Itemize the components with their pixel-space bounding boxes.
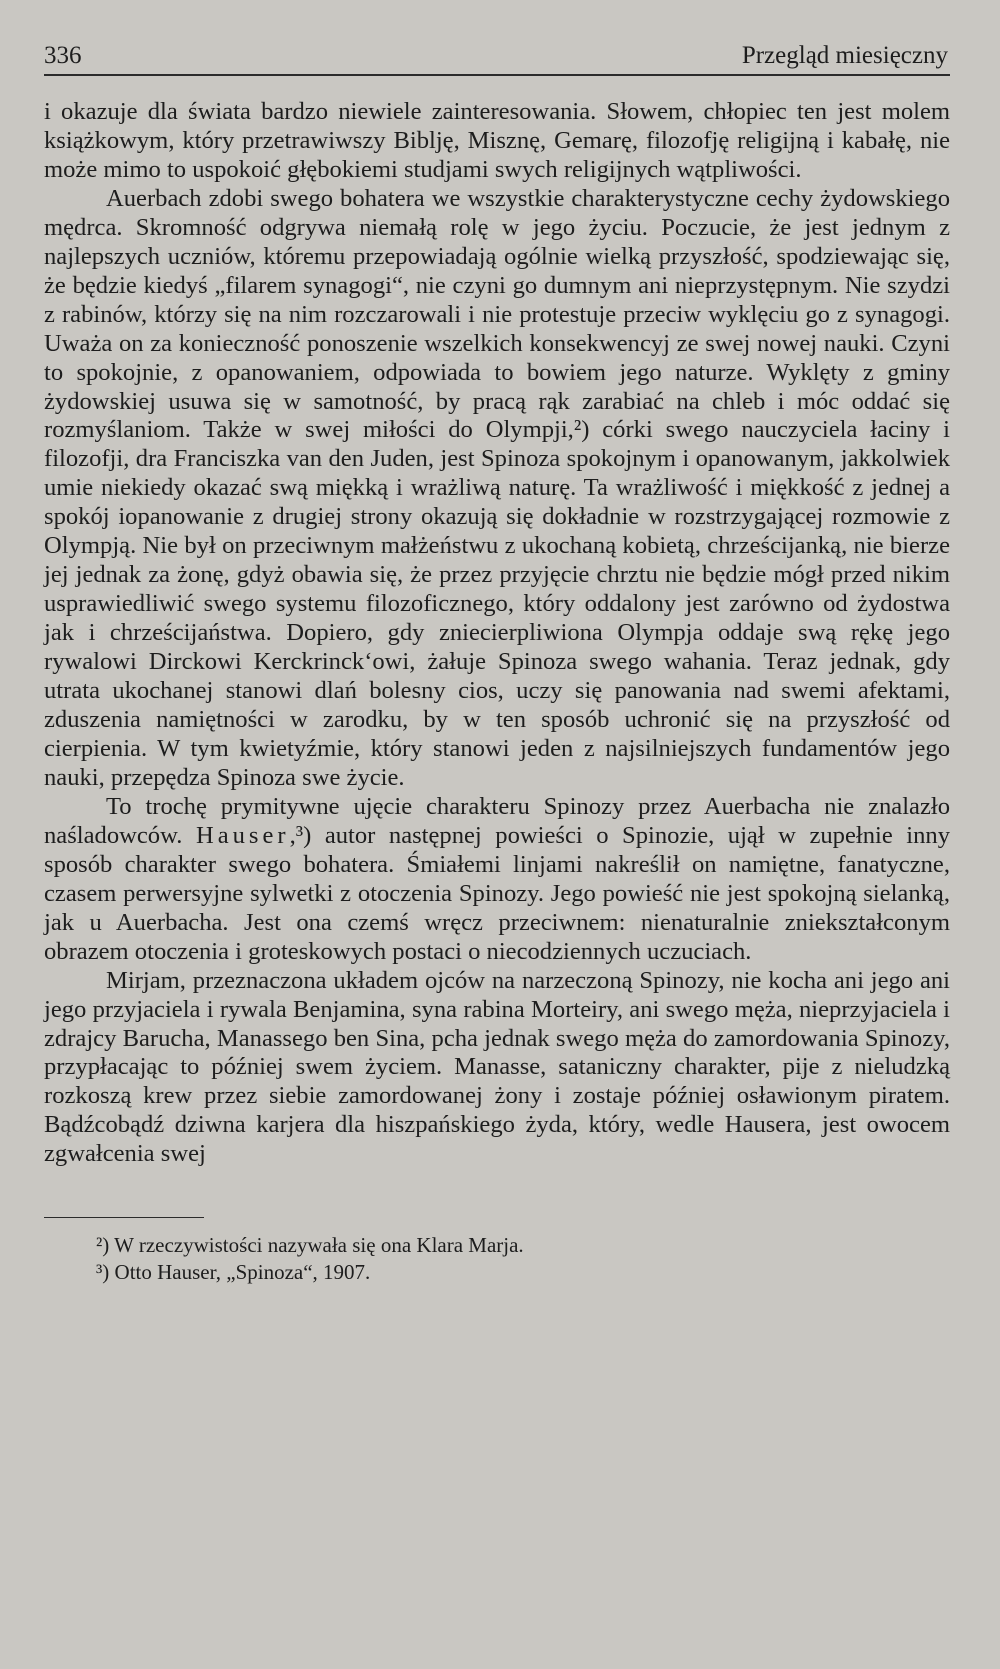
page-header bbox=[44, 42, 950, 76]
author-name-hauser: Hauser bbox=[195, 821, 290, 849]
paragraph-1: i okazuje dla świata bardzo niewiele zainteresowania. Słowem, chłopiec ten jest molem książkowym, który przetrawiwszy Biblję, Misznę, Gemarę, filozofję religijną i kabałę, nie może mimo to uspokoić głębokiemi studjami swych religijnych wątpliwości. bbox=[44, 98, 950, 183]
footnote-text: W rzeczywistości nazywała się ona Klara Marja. bbox=[114, 1233, 524, 1258]
footnote-3 bbox=[96, 1259, 950, 1286]
page-number: 336 bbox=[44, 42, 82, 69]
paragraph-3 bbox=[44, 793, 950, 967]
paragraph-2: Auerbach zdobi swego bohatera we wszystkie charakterystyczne cechy żydowskiego mędrca. Skromność odgrywa niemałą rolę w jego życiu. Poczucie, że jest jednym z najlepszych uczniów, któremu przepowiadają ogólnie wielką przyszłość, spodziewając się, że będzie kiedyś „filarem synagogi“, nie czyni go dumnym ani nieprzystępnym. Nie szydzi z rabinów, którzy się na nim rozczarowali i nie protestuje przeciw wyklęciu go z synagogi. Uważa on za konieczność ponoszenie wszelkich konsekwencyj ze swej nowej nauki. Czyni to spokojnie, z opanowaniem, odpowiada to bowiem jego naturze. Wyklęty z gminy żydowskiej usuwa się w samotność, by pracą rąk zarabiać na chleb i móc oddać się rozmyślaniom. Także w swej miłości do Olympji,²) córki swego nauczyciela łaciny i filozofji, dra Franciszka van den Juden, jest Spinoza spokojnym i opanowanym, jakkolwiek umie niekiedy okazać swą miękką i wrażliwą naturę. Ta wrażliwość i miękkość z jednej a spokój iopanowanie z drugiej strony okazują się dokładnie w rozstrzygającej rozmowie z Olympją. Nie był on przeciwnym małżeństwu z ukochaną kobietą, chrześcijanką, nie bierze jej jednak za żonę, gdyż obawia się, że przez przyjęcie chrztu nie będzie mógł przed nikim usprawiedliwić swego systemu filozoficznego, który oddalony jest zarówno od żydostwa jak i chrześcijaństwa. Dopiero, gdy zniecierpliwiona Olympja oddaje swą rękę jego rywalowi Dirckowi Kerckrinck‘owi, żałuje Spinoza swego wahania. Teraz jednak, gdy utrata ukochanej stanowi dlań bolesny cios, uczy się panowania nad swemi afektami, zduszenia namiętności w zarodku, by w ten sposób uchronić się na przyszłość od cierpienia. W tym kwietyźmie, który stanowi jeden z najsilniejszych fundamentów jego nauki, przepędza Spinoza swe życie. bbox=[44, 184, 950, 791]
footnote-text: Otto Hauser, „Spinoza“, 1907. bbox=[114, 1260, 371, 1285]
footnote-2 bbox=[96, 1232, 950, 1259]
running-title: Przegląd miesięczny bbox=[741, 42, 948, 69]
footnote-mark: ²) bbox=[96, 1233, 110, 1258]
paragraph-3-rest: ,³) autor następnej powieści o Spinozie, ujął w zupełnie inny sposób charakter swego bohatera. Śmiałemi linjami nakreślił on namiętne, fanatyczne, czasem perwersyjne sylwetki z otoczenia Spinozy. Jego powieść nie jest spokojną sielanką, jak u Auerbacha. Jest ona czemś wręcz przeciwnem: nienaturalnie zniekształconym obrazem otoczenia i groteskowych postaci o niecodziennych uczuciach. bbox=[44, 821, 950, 965]
footnote-divider bbox=[44, 1217, 204, 1218]
footnotes bbox=[44, 1232, 950, 1286]
footnote-mark: ³) bbox=[96, 1260, 110, 1285]
paragraph-4: Mirjam, przeznaczona układem ojców na narzeczoną Spinozy, nie kocha ani jego ani jego przyjaciela i rywala Benjamina, syna rabina Morteiry, ani swego męża, nieprzyjaciela i zdrajcy Barucha, Manassego ben Sina, pcha jednak swego męża do zamordowania Spinozy, przypłacając to później swem życiem. Manasse, sataniczny charakter, pije z nieludzką rozkoszą krew przez siebie zamordowanej żony i zostaje później osławionym piratem. Bądźcobądź dziwna karjera dla hiszpańskiego żyda, który, wedle Hausera, jest owocem zgwałcenia swej bbox=[44, 966, 950, 1168]
body-text bbox=[44, 98, 950, 1169]
paragraph-3-start: To trochę prymitywne ujęcie charakteru Spinozy przez Auerbacha nie znalazło naśladowców. bbox=[44, 792, 950, 849]
